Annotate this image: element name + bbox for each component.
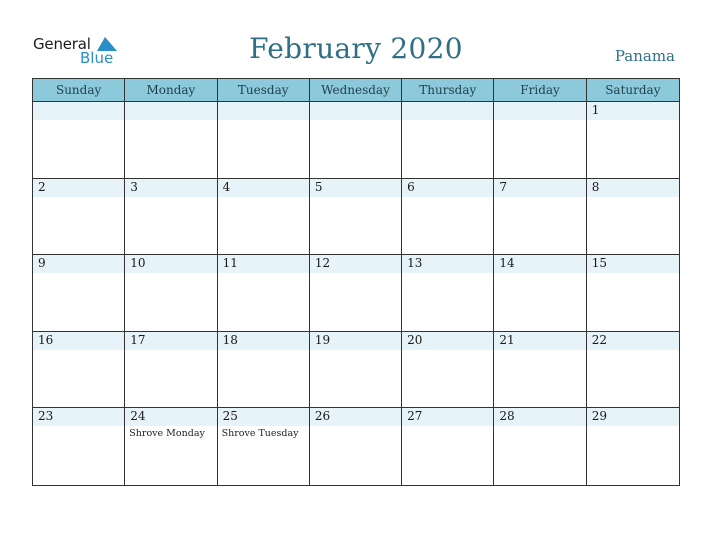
calendar-grid (32, 78, 680, 486)
day-header-band (33, 102, 124, 120)
day-number: 5 (314, 179, 323, 194)
day-number: 19 (314, 332, 331, 347)
day-cell (125, 332, 217, 409)
day-header-band (310, 179, 401, 197)
day-cell (218, 255, 310, 332)
weekday-header-friday: Friday (494, 79, 586, 102)
day-cell (125, 255, 217, 332)
day-number: 6 (407, 179, 415, 194)
day-cell (402, 408, 494, 485)
logo-text-blue: Blue (80, 49, 114, 67)
day-number: 1 (591, 103, 600, 117)
day-number: 26 (314, 409, 331, 424)
day-cell (218, 102, 310, 179)
day-cell (310, 255, 402, 332)
day-number: 20 (407, 332, 423, 347)
day-header-band (402, 179, 493, 197)
day-header-band (33, 255, 124, 273)
day-header-band (587, 179, 679, 197)
day-header-band (125, 179, 216, 197)
day-header-band (33, 179, 124, 197)
day-cell (402, 255, 494, 332)
day-cell (310, 102, 402, 179)
day-header-band (494, 179, 585, 197)
day-header-band (125, 102, 216, 120)
day-number: 18 (222, 332, 238, 347)
day-cell (494, 179, 586, 256)
day-number: 14 (499, 256, 515, 271)
day-header-band (310, 102, 401, 120)
holiday-label: Shrove Tuesday (221, 428, 299, 440)
day-cell (494, 332, 586, 409)
day-cell (33, 102, 125, 179)
day-cell (587, 408, 679, 485)
day-header-band (402, 102, 493, 120)
day-header-band (218, 102, 309, 120)
day-number: 12 (314, 256, 331, 271)
day-header-band (494, 102, 585, 120)
day-number: 2 (38, 179, 46, 194)
day-cell (218, 408, 310, 485)
day-number: 16 (38, 332, 54, 347)
day-number: 29 (591, 409, 607, 424)
day-number: 28 (499, 409, 515, 424)
day-header-band (587, 102, 679, 120)
day-number: 17 (130, 332, 146, 347)
weekday-header-monday: Monday (125, 79, 217, 102)
day-cell (310, 408, 402, 485)
day-cell (33, 408, 125, 485)
day-number: 21 (499, 332, 515, 347)
weekday-header-saturday: Saturday (587, 79, 679, 102)
day-cell (125, 408, 217, 485)
day-header-band (218, 179, 309, 197)
day-cell (587, 255, 679, 332)
day-number: 27 (407, 409, 423, 424)
weekday-header-wednesday: Wednesday (310, 79, 402, 102)
day-cell (33, 332, 125, 409)
day-number: 7 (499, 179, 508, 194)
day-number: 15 (591, 256, 607, 271)
day-cell (310, 332, 402, 409)
weekday-header-thursday: Thursday (402, 79, 494, 102)
day-cell (494, 102, 586, 179)
calendar-title: February 2020 (249, 32, 463, 65)
day-cell (587, 332, 679, 409)
logo-text-general: General (33, 35, 91, 53)
day-number: 22 (591, 332, 607, 347)
day-number: 10 (130, 256, 146, 271)
day-cell (402, 332, 494, 409)
day-number: 3 (130, 179, 138, 194)
day-cell (402, 102, 494, 179)
holiday-label: Shrove Monday (129, 428, 205, 440)
day-number: 24 (130, 409, 146, 424)
day-cell (125, 102, 217, 179)
day-number: 4 (222, 179, 231, 194)
day-number: 23 (38, 409, 54, 424)
day-number: 8 (591, 179, 600, 194)
day-cell (125, 179, 217, 256)
day-number: 13 (407, 256, 423, 271)
day-cell (494, 408, 586, 485)
weekday-header-tuesday: Tuesday (218, 79, 310, 102)
day-number: 11 (222, 256, 238, 271)
day-cell (33, 179, 125, 256)
weekday-header-sunday: Sunday (33, 79, 125, 102)
day-cell (218, 332, 310, 409)
day-cell (402, 179, 494, 256)
day-cell (494, 255, 586, 332)
day-cell (587, 102, 679, 179)
day-cell (587, 179, 679, 256)
day-cell (310, 179, 402, 256)
country-label: Panama (614, 47, 675, 65)
day-cell (33, 255, 125, 332)
day-number: 25 (222, 409, 238, 424)
day-cell (218, 179, 310, 256)
day-number: 9 (38, 256, 46, 271)
